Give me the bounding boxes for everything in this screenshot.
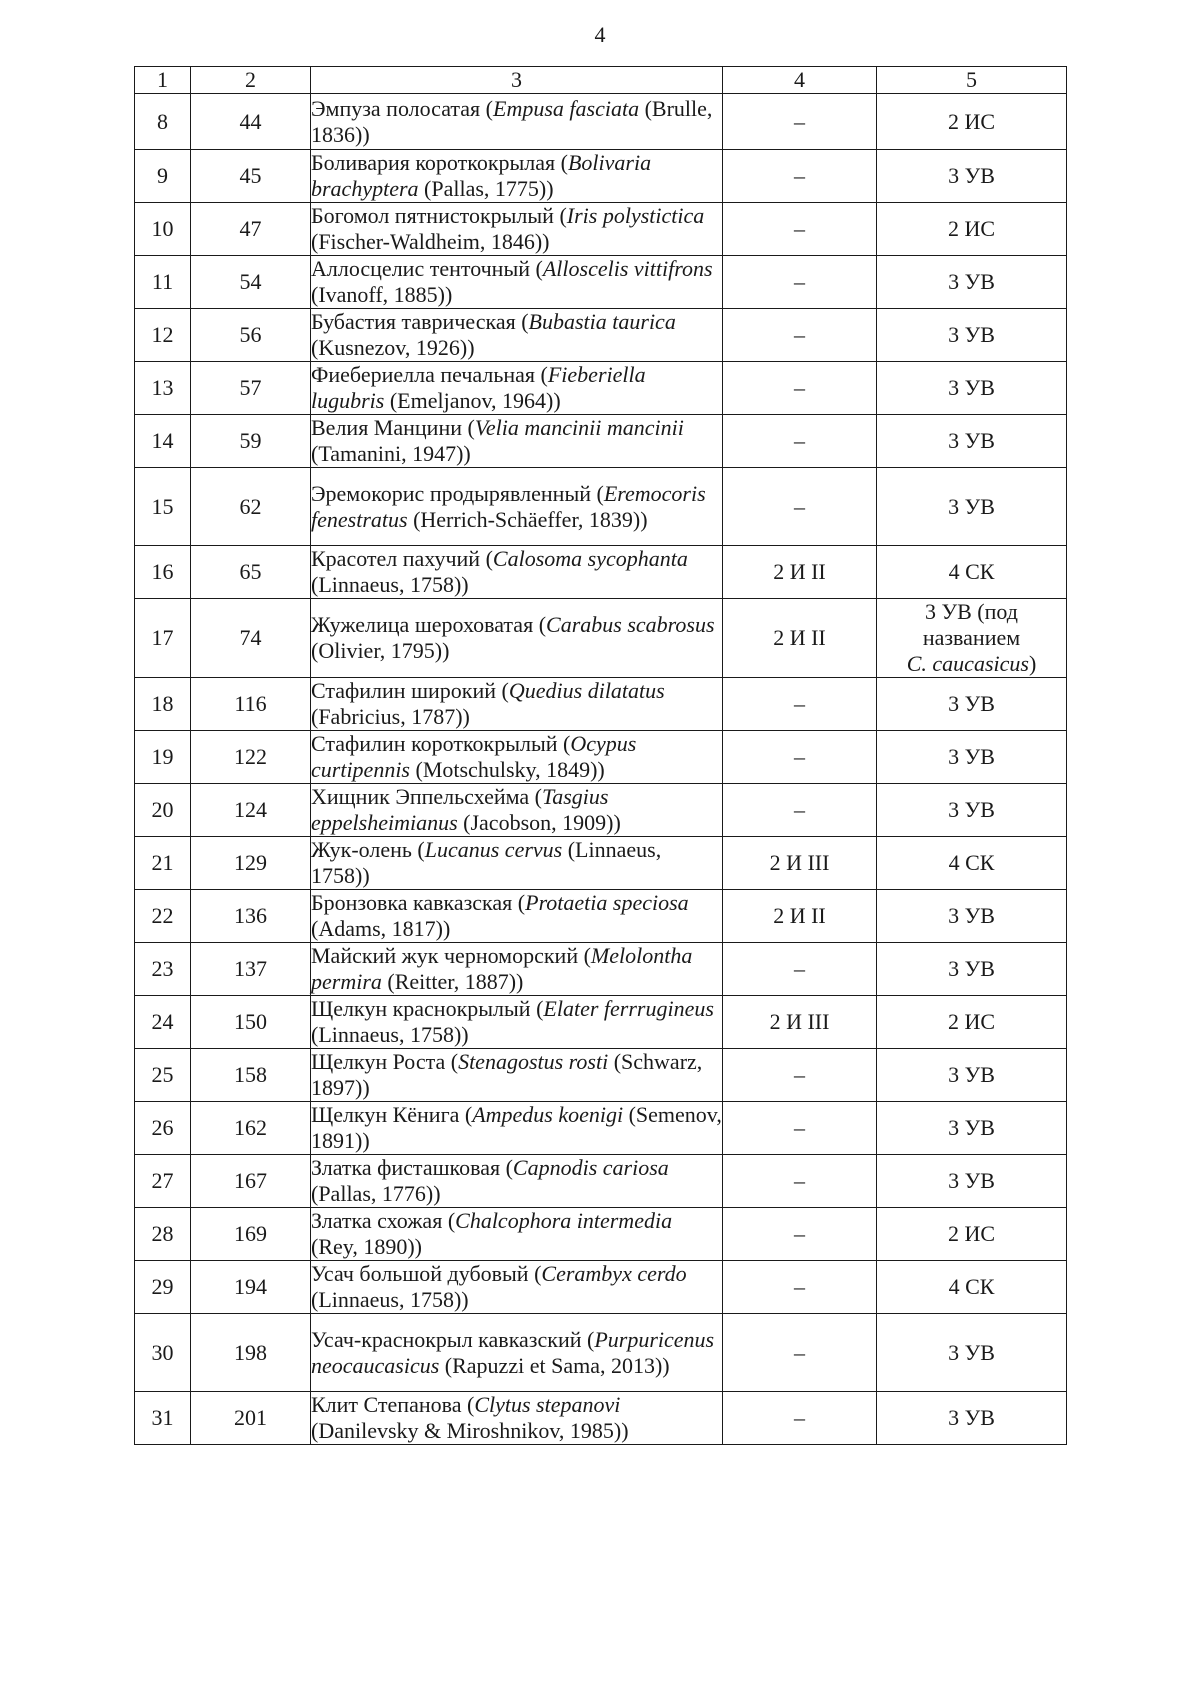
status-text: 3 УВ	[948, 744, 995, 769]
page-reference-cell: 65	[191, 546, 311, 599]
page-reference-cell: 47	[191, 203, 311, 256]
species-author: (Linnaeus, 1758))	[311, 1022, 469, 1047]
column-header-1: 1	[135, 67, 191, 94]
species-author: (Rey, 1890))	[311, 1234, 422, 1259]
column-header-4: 4	[723, 67, 877, 94]
table-row	[135, 1208, 1067, 1261]
species-common-name: Златка схожая (	[311, 1208, 456, 1233]
species-name-cell	[311, 678, 723, 731]
status-text: 3 УВ	[948, 956, 995, 981]
species-latin-name: Ampedus koenigi	[472, 1102, 624, 1127]
category-cell: –	[723, 1261, 877, 1314]
row-number-cell: 31	[135, 1392, 191, 1445]
category-cell: –	[723, 362, 877, 415]
species-latin-name: Stenagostus rosti	[458, 1049, 609, 1074]
species-latin-name: Quedius dilatatus	[508, 678, 665, 703]
status-cell	[877, 256, 1067, 309]
status-text: 3 УВ	[948, 1062, 995, 1087]
table-row	[135, 256, 1067, 309]
status-text: 4 СК	[948, 850, 995, 875]
status-cell	[877, 546, 1067, 599]
status-cell	[877, 1208, 1067, 1261]
species-latin-name: Iris polystictica	[566, 203, 705, 228]
category-cell: –	[723, 784, 877, 837]
category-cell: –	[723, 1049, 877, 1102]
status-text: 3 УВ	[948, 375, 995, 400]
species-common-name: Усач-краснокрыл кавказский (	[311, 1326, 595, 1352]
column-header-5: 5	[877, 67, 1067, 94]
category-cell: –	[723, 203, 877, 256]
status-cell	[877, 1261, 1067, 1314]
table-row	[135, 1102, 1067, 1155]
species-name-cell	[311, 362, 723, 415]
status-text: 3 УВ	[948, 797, 995, 822]
category-cell: –	[723, 678, 877, 731]
table-row	[135, 784, 1067, 837]
category-cell: –	[723, 309, 877, 362]
species-author: (Linnaeus, 1758))	[311, 1287, 469, 1312]
table-row	[135, 1392, 1067, 1445]
table-row	[135, 731, 1067, 784]
species-name-cell	[311, 415, 723, 468]
row-number-cell: 29	[135, 1261, 191, 1314]
species-common-name: Фиебериелла печальная (	[311, 362, 548, 387]
species-common-name: Стафилин широкий (	[311, 678, 509, 703]
species-name-cell	[311, 1155, 723, 1208]
category-cell: 2 И II	[723, 599, 877, 678]
status-cell	[877, 599, 1067, 678]
row-number-cell: 30	[135, 1314, 191, 1392]
status-cell	[877, 890, 1067, 943]
species-author: (Rapuzzi et Sama, 2013))	[439, 1352, 670, 1378]
species-common-name: Щелкун Кёнига (	[311, 1102, 473, 1127]
row-number-cell: 20	[135, 784, 191, 837]
status-text: 3 УВ	[948, 163, 995, 188]
species-author: (Ivanoff, 1885))	[311, 282, 453, 307]
row-number-cell: 28	[135, 1208, 191, 1261]
species-common-name: Эремокорис продырявленный (	[311, 480, 604, 506]
status-cell	[877, 203, 1067, 256]
row-number-cell: 21	[135, 837, 191, 890]
status-cell	[877, 837, 1067, 890]
species-latin-name: Capnodis cariosa	[512, 1155, 669, 1180]
species-name-cell	[311, 203, 723, 256]
page-reference-cell: 201	[191, 1392, 311, 1445]
species-latin-name: Empusa fasciata	[493, 95, 640, 121]
species-common-name: Красотел пахучий (	[311, 546, 493, 571]
page-reference-cell: 59	[191, 415, 311, 468]
species-latin-name: Melolontha permira	[311, 943, 693, 994]
species-name-cell	[311, 94, 723, 150]
page-reference-cell: 167	[191, 1155, 311, 1208]
species-name-cell	[311, 890, 723, 943]
row-number-cell: 22	[135, 890, 191, 943]
species-common-name: Майский жук черноморский (	[311, 943, 591, 968]
category-cell: –	[723, 943, 877, 996]
column-header-3: 3	[311, 67, 723, 94]
page-reference-cell: 45	[191, 150, 311, 203]
page-reference-cell: 56	[191, 309, 311, 362]
row-number-cell: 26	[135, 1102, 191, 1155]
table-row	[135, 94, 1067, 150]
species-latin-name: Bolivaria brachyptera	[311, 150, 652, 201]
category-cell: –	[723, 94, 877, 150]
status-cell	[877, 1155, 1067, 1208]
table-row	[135, 837, 1067, 890]
status-cell	[877, 362, 1067, 415]
species-name-cell	[311, 837, 723, 890]
category-cell: –	[723, 731, 877, 784]
species-author: (Schwarz, 1897))	[311, 1049, 703, 1100]
page-reference-cell: 136	[191, 890, 311, 943]
species-latin-name: Lucanus cervus	[424, 837, 563, 862]
species-latin-name: Elater ferrrugineus	[543, 996, 714, 1021]
table-row	[135, 150, 1067, 203]
page-reference-cell: 57	[191, 362, 311, 415]
row-number-cell: 9	[135, 150, 191, 203]
species-common-name: Богомол пятнистокрылый (	[311, 203, 567, 228]
row-number-cell: 27	[135, 1155, 191, 1208]
page-reference-cell: 169	[191, 1208, 311, 1261]
row-number-cell: 25	[135, 1049, 191, 1102]
table-row	[135, 1155, 1067, 1208]
page-reference-cell: 198	[191, 1314, 311, 1392]
status-cell	[877, 943, 1067, 996]
table-row	[135, 362, 1067, 415]
species-name-cell	[311, 1102, 723, 1155]
status-text: 2 ИС	[947, 1009, 996, 1034]
page-reference-cell: 162	[191, 1102, 311, 1155]
species-latin-name: Bubastia taurica	[528, 309, 676, 334]
row-number-cell: 19	[135, 731, 191, 784]
status-cell	[877, 309, 1067, 362]
page-reference-cell: 44	[191, 94, 311, 150]
species-common-name: Златка фисташковая (	[311, 1155, 513, 1180]
category-cell: –	[723, 415, 877, 468]
table-row	[135, 599, 1067, 678]
table-row	[135, 943, 1067, 996]
species-latin-name: Chalcophora intermedia	[455, 1208, 673, 1233]
table-row	[135, 203, 1067, 256]
status-note-latin: C. caucasicus	[906, 651, 1029, 676]
species-common-name: Усач большой дубовый (	[311, 1261, 542, 1286]
status-text: 2 ИС	[947, 108, 996, 134]
species-latin-name: Tasgius eppelsheimianus	[311, 784, 609, 835]
row-number-cell: 16	[135, 546, 191, 599]
table-row	[135, 309, 1067, 362]
species-author: (Fabricius, 1787))	[311, 704, 470, 729]
status-text: 4 СК	[948, 1274, 995, 1299]
species-latin-name: Protaetia speciosa	[525, 890, 689, 915]
page-reference-cell: 62	[191, 468, 311, 546]
status-note	[877, 651, 1066, 677]
status-text: 2 ИС	[947, 216, 996, 241]
page-reference-cell: 158	[191, 1049, 311, 1102]
species-author: (Tamanini, 1947))	[311, 441, 471, 466]
status-text: 2 ИС	[947, 1221, 996, 1246]
status-cell	[877, 784, 1067, 837]
row-number-cell: 14	[135, 415, 191, 468]
page-reference-cell: 122	[191, 731, 311, 784]
row-number-cell: 10	[135, 203, 191, 256]
species-name-cell	[311, 1208, 723, 1261]
species-common-name: Стафилин короткокрылый (	[311, 731, 571, 756]
status-text: 3 УВ	[948, 428, 995, 453]
status-text: 3 УВ	[948, 1405, 995, 1430]
category-cell: 2 И III	[723, 837, 877, 890]
status-cell	[877, 415, 1067, 468]
species-common-name: Щелкун Роста (	[311, 1049, 459, 1074]
category-cell: 2 И II	[723, 890, 877, 943]
row-number-cell: 15	[135, 468, 191, 546]
species-latin-name: Purpuricenus neocaucasicus	[311, 1326, 715, 1378]
species-author: (Herrich-Schäeffer, 1839))	[407, 506, 648, 532]
species-author: (Motschulsky, 1849))	[410, 757, 605, 782]
table-body	[135, 94, 1067, 1445]
status-text: 3 УВ	[948, 903, 995, 928]
species-name-cell	[311, 309, 723, 362]
species-latin-name: Eremocoris fenestratus	[311, 480, 706, 532]
page-reference-cell: 129	[191, 837, 311, 890]
species-author: (Linnaeus, 1758))	[311, 572, 469, 597]
status-cell	[877, 731, 1067, 784]
species-name-cell	[311, 996, 723, 1049]
species-author: (Pallas, 1775))	[418, 176, 554, 201]
species-author: (Fischer-Waldheim, 1846))	[311, 229, 550, 254]
row-number-cell: 13	[135, 362, 191, 415]
status-text: 3 УВ	[948, 1339, 995, 1365]
species-common-name: Аллосцелис тенточный (	[311, 256, 543, 281]
species-latin-name: Ocypus curtipennis	[311, 731, 637, 782]
species-name-cell	[311, 1049, 723, 1102]
species-name-cell	[311, 731, 723, 784]
species-author: (Pallas, 1776))	[311, 1181, 441, 1206]
category-cell: –	[723, 1392, 877, 1445]
table-row	[135, 415, 1067, 468]
row-number-cell: 17	[135, 599, 191, 678]
header-row	[135, 67, 1067, 94]
page-reference-cell: 54	[191, 256, 311, 309]
page-reference-cell: 194	[191, 1261, 311, 1314]
category-cell: –	[723, 256, 877, 309]
category-cell: –	[723, 468, 877, 546]
column-header-2: 2	[191, 67, 311, 94]
page-reference-cell: 124	[191, 784, 311, 837]
status-text: 3 УВ	[948, 322, 995, 347]
species-author: (Emeljanov, 1964))	[384, 388, 561, 413]
page-reference-cell: 150	[191, 996, 311, 1049]
page-reference-cell: 137	[191, 943, 311, 996]
category-cell: 2 И II	[723, 546, 877, 599]
species-name-cell	[311, 943, 723, 996]
species-name-cell	[311, 784, 723, 837]
status-note-tail: )	[1028, 651, 1037, 676]
status-text: 3 УВ	[948, 493, 995, 519]
status-text: 3 УВ (под названием	[922, 599, 1021, 650]
species-author: (Reitter, 1887))	[381, 969, 524, 994]
species-author: (Jacobson, 1909))	[457, 810, 621, 835]
row-number-cell: 11	[135, 256, 191, 309]
species-latin-name: Cerambyx cerdo	[541, 1261, 687, 1286]
status-text: 3 УВ	[948, 269, 995, 294]
category-cell: –	[723, 150, 877, 203]
table-row	[135, 890, 1067, 943]
species-latin-name: Calosoma sycophanta	[492, 546, 688, 571]
status-text: 3 УВ	[948, 691, 995, 716]
table-header	[135, 67, 1067, 94]
page-reference-cell: 116	[191, 678, 311, 731]
status-text: 3 УВ	[948, 1115, 995, 1140]
species-common-name: Жук-олень (	[311, 837, 425, 862]
category-cell: –	[723, 1208, 877, 1261]
species-latin-name: Clytus stepanovi	[474, 1392, 621, 1417]
page-number: 4	[594, 22, 606, 47]
species-author: (Adams, 1817))	[311, 916, 451, 941]
species-author: (Kusnezov, 1926))	[311, 335, 475, 360]
species-latin-name: Fieberiella lugubris	[311, 362, 646, 413]
row-number-cell: 18	[135, 678, 191, 731]
status-cell	[877, 678, 1067, 731]
category-cell: –	[723, 1314, 877, 1392]
status-text: 4 СК	[948, 559, 995, 584]
species-common-name: Боливария короткокрылая (	[311, 150, 568, 175]
species-author: (Brulle, 1836))	[311, 95, 713, 147]
species-author: (Olivier, 1795))	[311, 638, 450, 663]
category-cell: –	[723, 1102, 877, 1155]
species-common-name: Щелкун краснокрылый (	[311, 996, 544, 1021]
species-common-name: Бубастия таврическая (	[311, 309, 529, 334]
status-cell	[877, 1102, 1067, 1155]
species-common-name: Велия Манцини (	[311, 415, 475, 440]
species-author: (Linnaeus, 1758))	[311, 837, 662, 888]
species-name-cell	[311, 1261, 723, 1314]
species-table	[134, 66, 1067, 1445]
row-number-cell: 12	[135, 309, 191, 362]
species-latin-name: Alloscelis vittifrons	[542, 256, 713, 281]
status-cell	[877, 94, 1067, 150]
species-common-name: Жужелица шероховатая (	[311, 612, 547, 637]
row-number-cell: 24	[135, 996, 191, 1049]
species-name-cell	[311, 1392, 723, 1445]
status-cell	[877, 1392, 1067, 1445]
status-cell	[877, 468, 1067, 546]
status-text: 3 УВ	[948, 1168, 995, 1193]
species-name-cell	[311, 546, 723, 599]
table-row	[135, 468, 1067, 546]
species-name-cell	[311, 468, 723, 546]
species-latin-name: Velia mancinii mancinii	[474, 415, 684, 440]
status-cell	[877, 1314, 1067, 1392]
table-row	[135, 678, 1067, 731]
species-common-name: Эмпуза полосатая (	[311, 95, 494, 121]
species-common-name: Бронзовка кавказская (	[311, 890, 526, 915]
species-name-cell	[311, 150, 723, 203]
status-cell	[877, 150, 1067, 203]
category-cell: 2 И III	[723, 996, 877, 1049]
row-number-cell: 8	[135, 94, 191, 150]
species-common-name: Хищник Эппельсхейма (	[311, 784, 543, 809]
species-author: (Semenov, 1891))	[311, 1102, 722, 1153]
row-number-cell: 23	[135, 943, 191, 996]
table-row	[135, 1261, 1067, 1314]
status-cell	[877, 1049, 1067, 1102]
table-row	[135, 546, 1067, 599]
species-name-cell	[311, 599, 723, 678]
species-common-name: Клит Степанова (	[311, 1392, 475, 1417]
species-name-cell	[311, 1314, 723, 1392]
table-row	[135, 996, 1067, 1049]
table-row	[135, 1314, 1067, 1392]
species-author: (Danilevsky & Miroshnikov, 1985))	[311, 1418, 629, 1443]
status-cell	[877, 996, 1067, 1049]
category-cell: –	[723, 1155, 877, 1208]
table-row	[135, 1049, 1067, 1102]
species-name-cell	[311, 256, 723, 309]
species-latin-name: Carabus scabrosus	[546, 612, 715, 637]
page-reference-cell: 74	[191, 599, 311, 678]
